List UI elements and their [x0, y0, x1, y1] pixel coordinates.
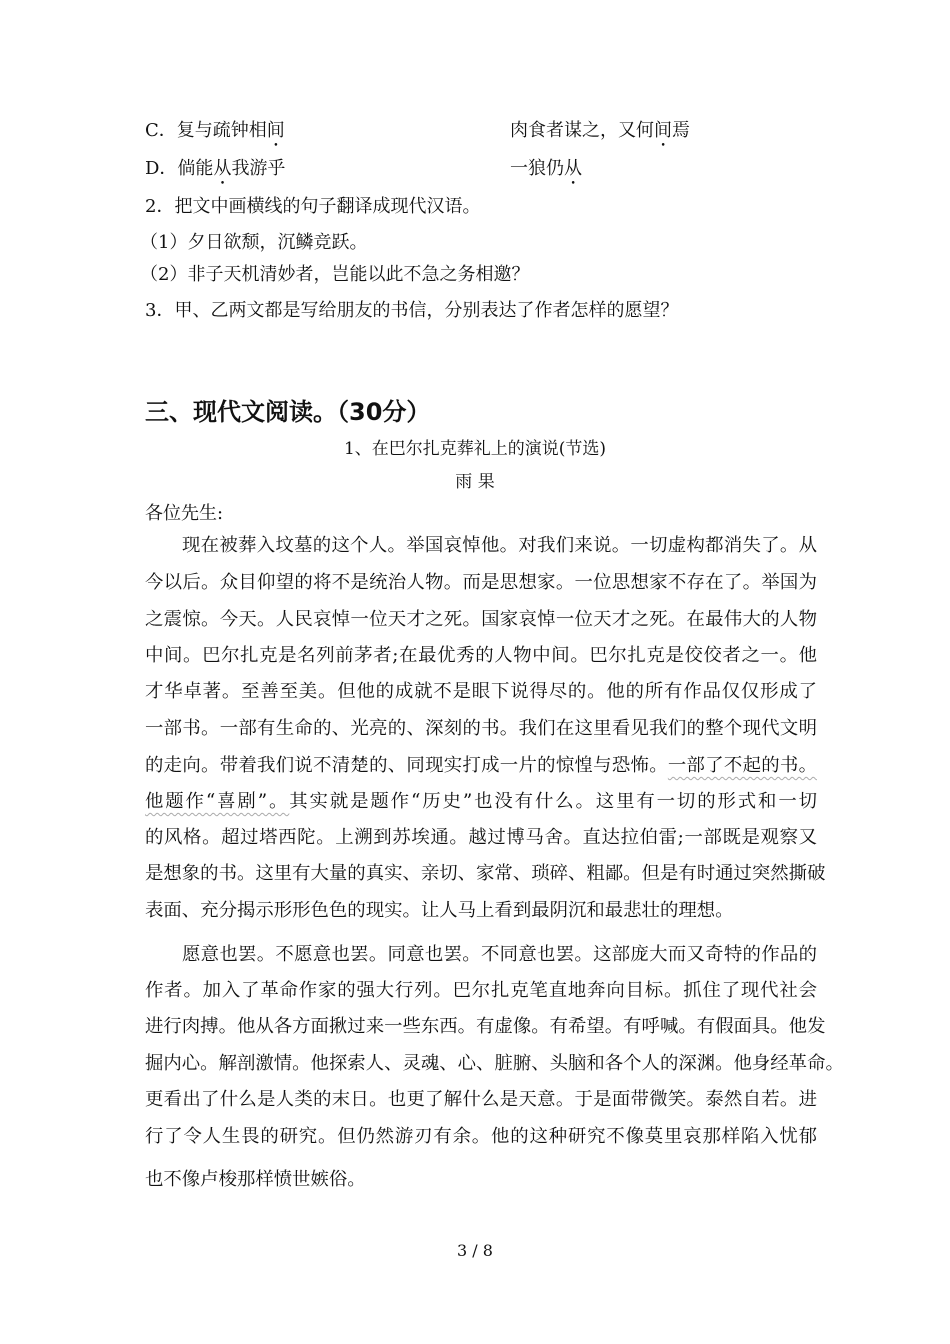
article-title: 1、在巴尔扎克葬礼上的演说(节选) — [343, 439, 607, 459]
question-3: 3．甲、乙两文都是写给朋友的书信，分别表达了作者怎样的愿望？ — [145, 300, 679, 321]
paragraph-line: 今以后。众目仰望的将不是统治人物。而是思想家。一位思想家不存在了。举国为 — [145, 572, 817, 593]
text: 一狼仍 — [510, 158, 564, 179]
option-d — [145, 157, 582, 189]
text: 其实就是题作“历史”也没有什么。这里有一切的形式和一切 — [289, 791, 817, 812]
text: 肉食者谋之，又何 — [510, 120, 654, 141]
option-c-right — [510, 119, 690, 151]
paragraph-line: 作者。加入了革命作家的强大行列。巴尔扎克笔直地奔向目标。抓住了现代社会 — [145, 980, 817, 1001]
emphasized-char: 从 — [564, 158, 582, 179]
option-c-text: C．复与疏钟相 — [145, 120, 267, 141]
page-number: 3 / 8 — [457, 1241, 493, 1260]
text: 我游乎 — [231, 158, 286, 179]
paragraph-line: 进行肉搏。他从各方面揪过来一些东西。有虚像。有希望。有呼喊。有假面具。他发 — [145, 1016, 826, 1037]
paragraph-line: 掘内心。解剖激情。他探索人、灵魂、心、脏腑、头脑和各个人的深渊。他身经革命。 — [145, 1053, 844, 1074]
question-2: 2．把文中画横线的句子翻译成现代汉语。 — [145, 196, 481, 217]
paragraph-line: 更看出了什么是人类的末日。也更了解什么是天意。于是面带微笑。泰然自若。进 — [145, 1089, 817, 1110]
paragraph-line: 中间。巴尔扎克是名列前茅者;在最优秀的人物中间。巴尔扎克是佼佼者之一。他 — [145, 645, 817, 666]
question-2-sentence-2: （2）非子天机清妙者，岂能以此不急之务相邀？ — [140, 264, 530, 285]
section-heading: 三、现代文阅读。（30分） — [145, 398, 431, 426]
article-author: 雨 果 — [455, 472, 495, 492]
paragraph-line: 表面、充分揭示形形色色的现实。让人马上看到最阴沉和最悲壮的理想。 — [145, 900, 734, 921]
text: 的走向。带着我们说不清楚的、同现实打成一片的惊惶与恐怖。 — [145, 755, 668, 776]
question-2-sentence-1: （1）夕日欲颓，沉鳞竞跃。 — [140, 232, 368, 253]
paragraph-line: 也不像卢梭那样愤世嫉俗。 — [145, 1169, 366, 1190]
salutation: 各位先生: — [145, 503, 224, 524]
paragraph-line: 一部书。一部有生命的、光亮的、深刻的书。我们在这里看见我们的整个现代文明 — [145, 718, 817, 739]
text: 焉 — [672, 120, 690, 141]
paragraph-line: 是想象的书。这里有大量的真实、亲切、家常、琐碎、粗鄙。但是有时通过突然撕破 — [145, 863, 826, 884]
emphasized-char: 间 — [654, 120, 672, 141]
paragraph-line: 愿意也罢。不愿意也罢。同意也罢。不同意也罢。这部庞大而又奇特的作品的 — [182, 944, 817, 965]
option-d-right — [510, 157, 582, 189]
text: D．倘能 — [145, 158, 214, 179]
paragraph-line: 行了令人生畏的研究。但仍然游刃有余。他的这种研究不像莫里哀那样陷入忧郁 — [145, 1126, 817, 1147]
paragraph-line: 现在被葬入坟墓的这个人。举国哀悼他。对我们来说。一切虚构都消失了。从 — [182, 535, 817, 556]
emphasized-char: 间 — [266, 120, 285, 141]
option-c — [145, 119, 690, 151]
wavy-underlined-text: 他题作“喜剧”。 — [145, 791, 290, 812]
paragraph-line: 的风格。超过塔西陀。上溯到苏埃通。越过博马舍。直达拉伯雷;一部既是观察又 — [145, 827, 817, 848]
paragraph-line — [145, 754, 817, 778]
emphasized-char: 从 — [213, 158, 232, 179]
wavy-underlined-text: 一部了不起的书。 — [667, 755, 817, 776]
paragraph-line: 才华卓著。至善至美。但他的成就不是眼下说得尽的。他的所有作品仅仅形成了 — [145, 681, 817, 702]
paragraph-line — [145, 790, 817, 814]
paragraph-line: 之震惊。今天。人民哀悼一位天才之死。国家哀悼一位天才之死。在最伟大的人物 — [145, 609, 817, 630]
